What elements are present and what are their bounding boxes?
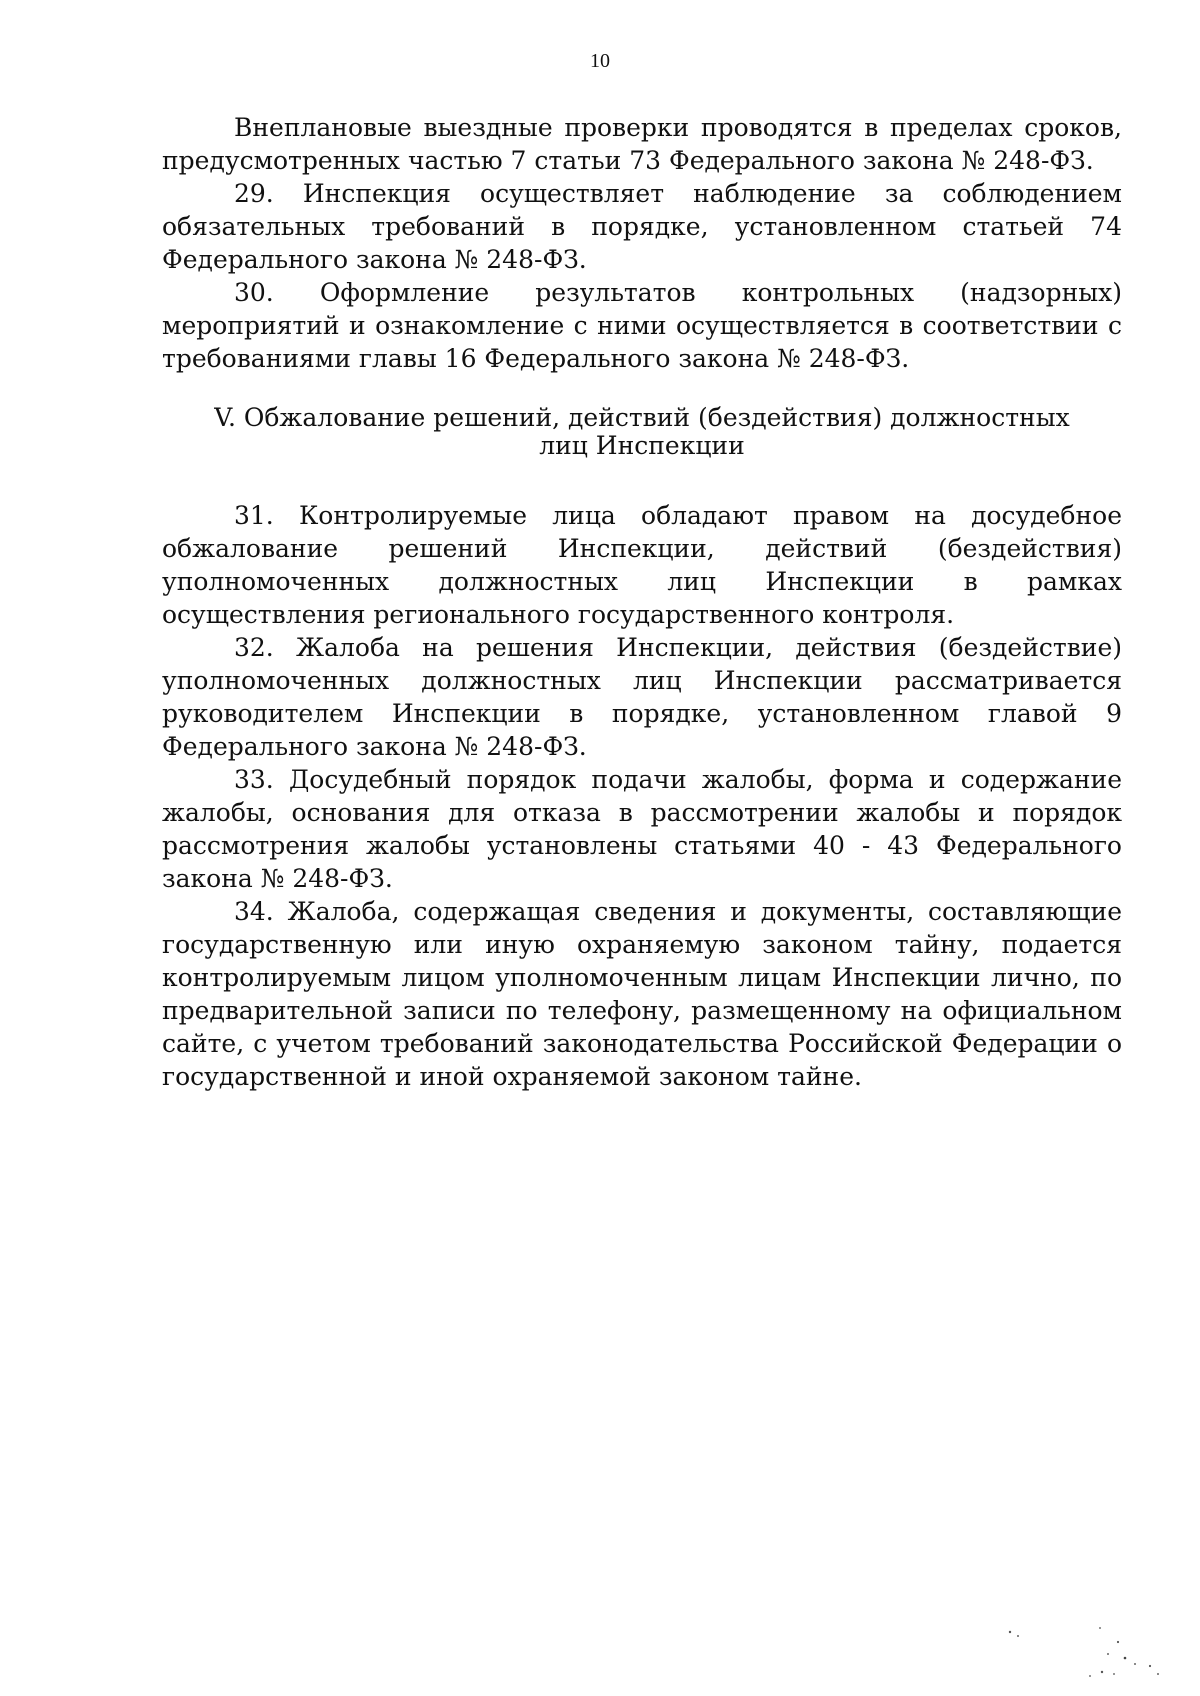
- section-heading: [162, 404, 1122, 460]
- scan-specks: [990, 1614, 1170, 1684]
- document-body: [162, 111, 1122, 1093]
- paragraph-29: 29. Инспекция осуществляет наблюдение за соблюдением обязательных требований в порядке, установленном статьей 74 Федерального закона № 248-ФЗ.: [162, 179, 1122, 274]
- paragraph-34: 34. Жалоба, содержащая сведения и документы, составляющие государственную или иную охраняемую законом тайну, подается контролируемым лицом уполномоченным лицам Инспекции лично, по предварительной записи по телефону, размещенному на официальном сайте, с учетом требований законодательства Российской Федерации о государственной и иной охраняемой законом тайне.: [162, 897, 1122, 1091]
- paragraph-33: 33. Досудебный порядок подачи жалобы, форма и содержание жалобы, основания для отказа в рассмотрении жалобы и порядок рассмотрения жалобы установлены статьями 40 - 43 Федерального закона № 248-ФЗ.: [162, 765, 1122, 893]
- paragraph-unscheduled-inspections: Внеплановые выездные проверки проводятся в пределах сроков, предусмотренных частью 7 статьи 73 Федерального закона № 248-ФЗ.: [162, 113, 1122, 175]
- section-heading-line-1: V. Обжалование решений, действий (бездействия) должностных: [214, 403, 1070, 432]
- page-number: 10: [590, 50, 610, 72]
- paragraph-31: 31. Контролируемые лица обладают правом на досудебное обжалование решений Инспекции, действий (бездействия) уполномоченных должностных лиц Инспекции в рамках осуществления регионального государственного контроля.: [162, 501, 1122, 629]
- paragraph-30: 30. Оформление результатов контрольных (надзорных) мероприятий и ознакомление с ними осуществляется в соответствии с требованиями главы 16 Федерального закона № 248-ФЗ.: [162, 278, 1122, 373]
- section-heading-line-2: лиц Инспекции: [539, 431, 745, 460]
- paragraph-32: 32. Жалоба на решения Инспекции, действия (бездействие) уполномоченных должностных лиц Инспекции рассматривается руководителем Инспекции в порядке, установленном главой 9 Федерального закона № 248-ФЗ.: [162, 633, 1122, 761]
